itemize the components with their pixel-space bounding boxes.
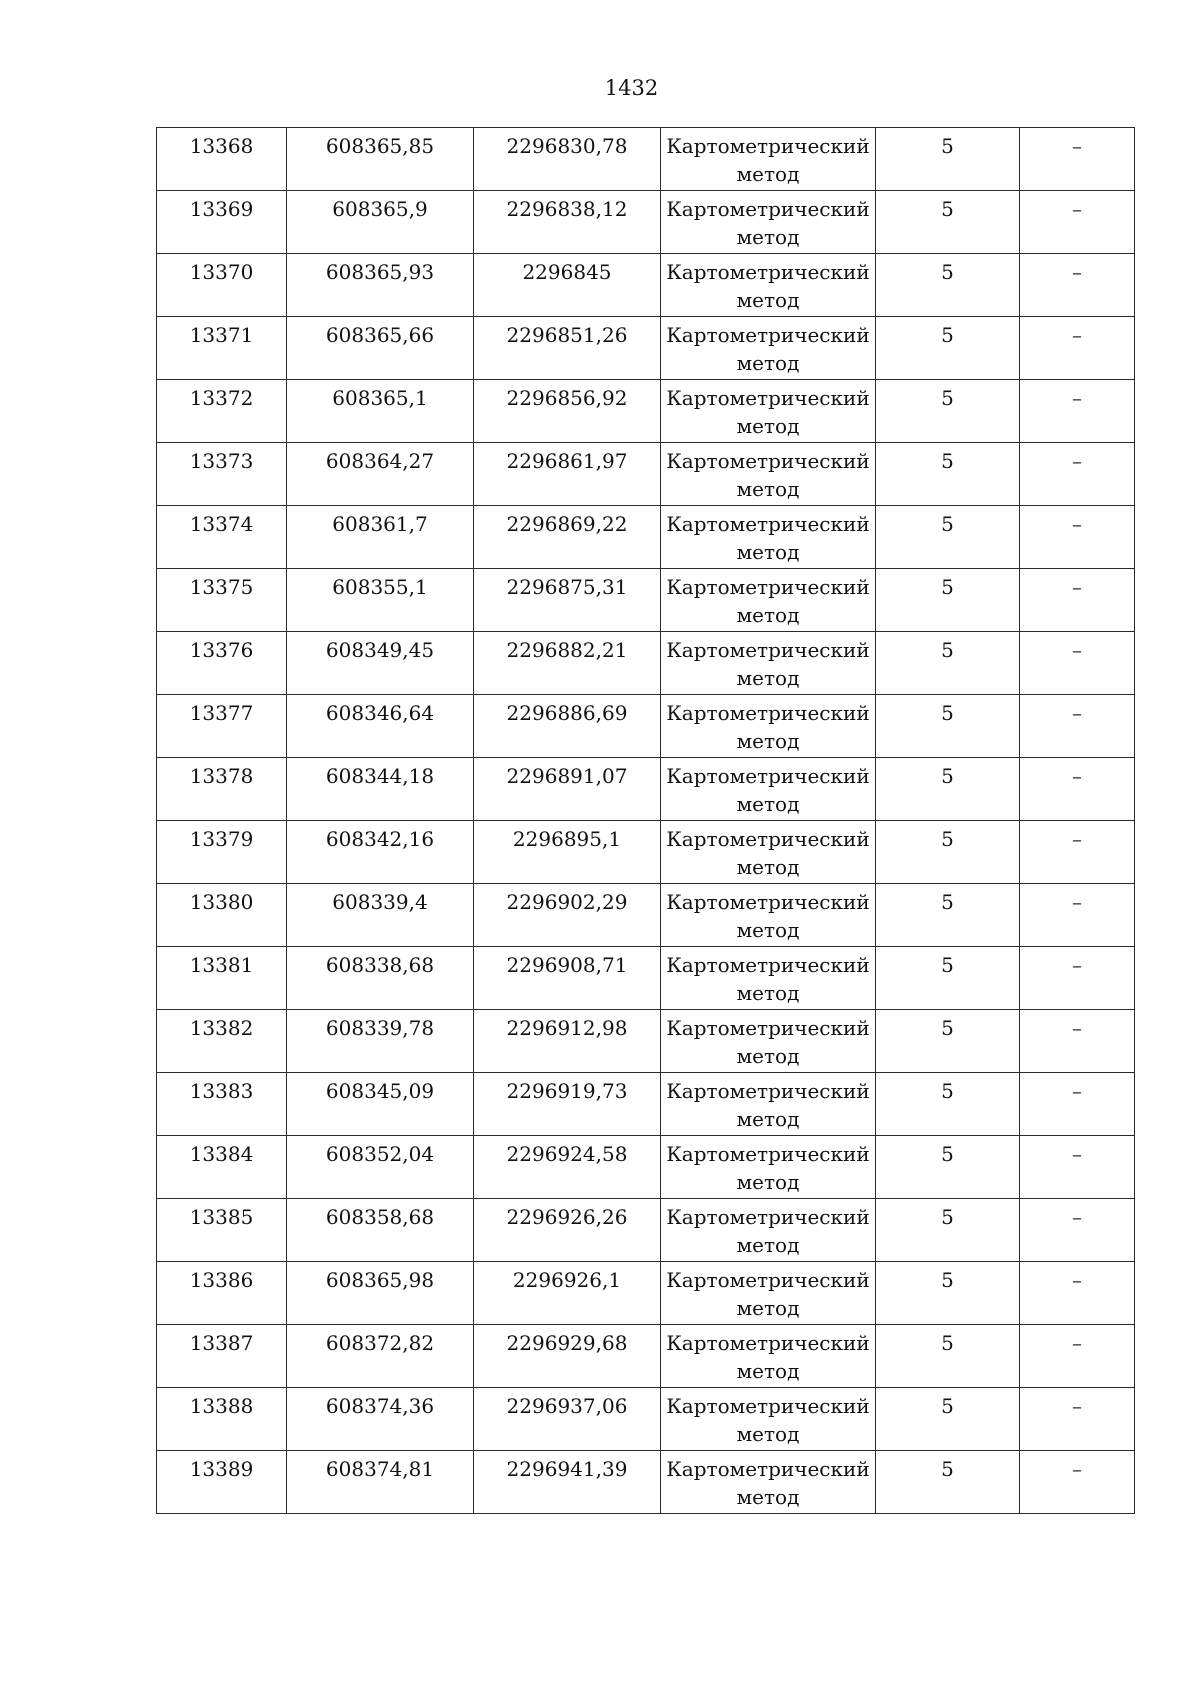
y-coordinate-cell: 2296851,26 [474,317,661,380]
x-coordinate-cell: 608365,85 [287,128,474,191]
note-cell: – [1020,884,1135,947]
table-row [157,1325,1135,1388]
point-number-cell: 13369 [157,191,287,254]
y-coordinate-cell: 2296882,21 [474,632,661,695]
table-row [157,317,1135,380]
y-coordinate-cell: 2296895,1 [474,821,661,884]
x-coordinate-cell: 608374,36 [287,1388,474,1451]
method-cell: Картометрический метод [661,191,876,254]
point-number-cell: 13376 [157,632,287,695]
note-cell: – [1020,1262,1135,1325]
point-number-cell: 13379 [157,821,287,884]
point-number-cell: 13371 [157,317,287,380]
point-number-cell: 13389 [157,1451,287,1514]
y-coordinate-cell: 2296875,31 [474,569,661,632]
table-row [157,632,1135,695]
note-cell: – [1020,254,1135,317]
accuracy-cell: 5 [876,1262,1020,1325]
note-cell: – [1020,380,1135,443]
accuracy-cell: 5 [876,1136,1020,1199]
point-number-cell: 13375 [157,569,287,632]
y-coordinate-cell: 2296891,07 [474,758,661,821]
table-row [157,569,1135,632]
table-row [157,1388,1135,1451]
note-cell: – [1020,695,1135,758]
note-cell: – [1020,1073,1135,1136]
table-row [157,380,1135,443]
point-number-cell: 13381 [157,947,287,1010]
accuracy-cell: 5 [876,317,1020,380]
note-cell: – [1020,821,1135,884]
accuracy-cell: 5 [876,821,1020,884]
y-coordinate-cell: 2296886,69 [474,695,661,758]
accuracy-cell: 5 [876,569,1020,632]
note-cell: – [1020,1451,1135,1514]
note-cell: – [1020,947,1135,1010]
note-cell: – [1020,1199,1135,1262]
table-row [157,1010,1135,1073]
point-number-cell: 13384 [157,1136,287,1199]
table-row [157,884,1135,947]
method-cell: Картометрический метод [661,1073,876,1136]
point-number-cell: 13368 [157,128,287,191]
accuracy-cell: 5 [876,632,1020,695]
method-cell: Картометрический метод [661,947,876,1010]
note-cell: – [1020,1010,1135,1073]
method-cell: Картометрический метод [661,884,876,947]
accuracy-cell: 5 [876,1073,1020,1136]
point-number-cell: 13382 [157,1010,287,1073]
x-coordinate-cell: 608349,45 [287,632,474,695]
x-coordinate-cell: 608338,68 [287,947,474,1010]
y-coordinate-cell: 2296919,73 [474,1073,661,1136]
table-row [157,1262,1135,1325]
point-number-cell: 13385 [157,1199,287,1262]
x-coordinate-cell: 608364,27 [287,443,474,506]
x-coordinate-cell: 608365,9 [287,191,474,254]
y-coordinate-cell: 2296856,92 [474,380,661,443]
method-cell: Картометрический метод [661,758,876,821]
table-row [157,758,1135,821]
point-number-cell: 13386 [157,1262,287,1325]
y-coordinate-cell: 2296912,98 [474,1010,661,1073]
accuracy-cell: 5 [876,443,1020,506]
method-cell: Картометрический метод [661,569,876,632]
table-row [157,695,1135,758]
point-number-cell: 13380 [157,884,287,947]
note-cell: – [1020,128,1135,191]
method-cell: Картометрический метод [661,632,876,695]
point-number-cell: 13378 [157,758,287,821]
method-cell: Картометрический метод [661,1325,876,1388]
table-row [157,254,1135,317]
point-number-cell: 13388 [157,1388,287,1451]
table-row [157,1136,1135,1199]
method-cell: Картометрический метод [661,443,876,506]
y-coordinate-cell: 2296845 [474,254,661,317]
x-coordinate-cell: 608339,78 [287,1010,474,1073]
accuracy-cell: 5 [876,947,1020,1010]
note-cell: – [1020,443,1135,506]
y-coordinate-cell: 2296926,1 [474,1262,661,1325]
x-coordinate-cell: 608342,16 [287,821,474,884]
y-coordinate-cell: 2296861,97 [474,443,661,506]
accuracy-cell: 5 [876,1325,1020,1388]
method-cell: Картометрический метод [661,128,876,191]
method-cell: Картометрический метод [661,254,876,317]
coordinates-table [156,127,1135,1514]
x-coordinate-cell: 608374,81 [287,1451,474,1514]
table-row [157,191,1135,254]
accuracy-cell: 5 [876,1010,1020,1073]
accuracy-cell: 5 [876,506,1020,569]
accuracy-cell: 5 [876,128,1020,191]
accuracy-cell: 5 [876,1388,1020,1451]
note-cell: – [1020,1136,1135,1199]
method-cell: Картометрический метод [661,1199,876,1262]
accuracy-cell: 5 [876,191,1020,254]
accuracy-cell: 5 [876,758,1020,821]
note-cell: – [1020,317,1135,380]
point-number-cell: 13372 [157,380,287,443]
point-number-cell: 13387 [157,1325,287,1388]
y-coordinate-cell: 2296902,29 [474,884,661,947]
x-coordinate-cell: 608358,68 [287,1199,474,1262]
x-coordinate-cell: 608365,66 [287,317,474,380]
x-coordinate-cell: 608365,98 [287,1262,474,1325]
method-cell: Картометрический метод [661,1451,876,1514]
note-cell: – [1020,191,1135,254]
x-coordinate-cell: 608344,18 [287,758,474,821]
x-coordinate-cell: 608365,1 [287,380,474,443]
table-row [157,947,1135,1010]
note-cell: – [1020,1325,1135,1388]
x-coordinate-cell: 608365,93 [287,254,474,317]
method-cell: Картометрический метод [661,1010,876,1073]
table-row [157,128,1135,191]
x-coordinate-cell: 608361,7 [287,506,474,569]
table-row [157,1199,1135,1262]
table-row [157,506,1135,569]
point-number-cell: 13383 [157,1073,287,1136]
accuracy-cell: 5 [876,1199,1020,1262]
point-number-cell: 13374 [157,506,287,569]
accuracy-cell: 5 [876,695,1020,758]
note-cell: – [1020,758,1135,821]
method-cell: Картометрический метод [661,1388,876,1451]
method-cell: Картометрический метод [661,1262,876,1325]
x-coordinate-cell: 608346,64 [287,695,474,758]
y-coordinate-cell: 2296908,71 [474,947,661,1010]
note-cell: – [1020,569,1135,632]
page-number: 1432 [604,76,659,100]
x-coordinate-cell: 608355,1 [287,569,474,632]
note-cell: – [1020,632,1135,695]
y-coordinate-cell: 2296924,58 [474,1136,661,1199]
note-cell: – [1020,506,1135,569]
x-coordinate-cell: 608339,4 [287,884,474,947]
y-coordinate-cell: 2296926,26 [474,1199,661,1262]
method-cell: Картометрический метод [661,1136,876,1199]
point-number-cell: 13373 [157,443,287,506]
y-coordinate-cell: 2296929,68 [474,1325,661,1388]
table-row [157,1073,1135,1136]
point-number-cell: 13377 [157,695,287,758]
table-body [157,128,1135,1514]
note-cell: – [1020,1388,1135,1451]
table-row [157,1451,1135,1514]
method-cell: Картометрический метод [661,380,876,443]
accuracy-cell: 5 [876,380,1020,443]
table-row [157,821,1135,884]
method-cell: Картометрический метод [661,821,876,884]
y-coordinate-cell: 2296937,06 [474,1388,661,1451]
point-number-cell: 13370 [157,254,287,317]
y-coordinate-cell: 2296869,22 [474,506,661,569]
y-coordinate-cell: 2296941,39 [474,1451,661,1514]
accuracy-cell: 5 [876,884,1020,947]
x-coordinate-cell: 608372,82 [287,1325,474,1388]
y-coordinate-cell: 2296830,78 [474,128,661,191]
x-coordinate-cell: 608345,09 [287,1073,474,1136]
method-cell: Картометрический метод [661,317,876,380]
x-coordinate-cell: 608352,04 [287,1136,474,1199]
method-cell: Картометрический метод [661,695,876,758]
accuracy-cell: 5 [876,254,1020,317]
table-row [157,443,1135,506]
accuracy-cell: 5 [876,1451,1020,1514]
method-cell: Картометрический метод [661,506,876,569]
y-coordinate-cell: 2296838,12 [474,191,661,254]
